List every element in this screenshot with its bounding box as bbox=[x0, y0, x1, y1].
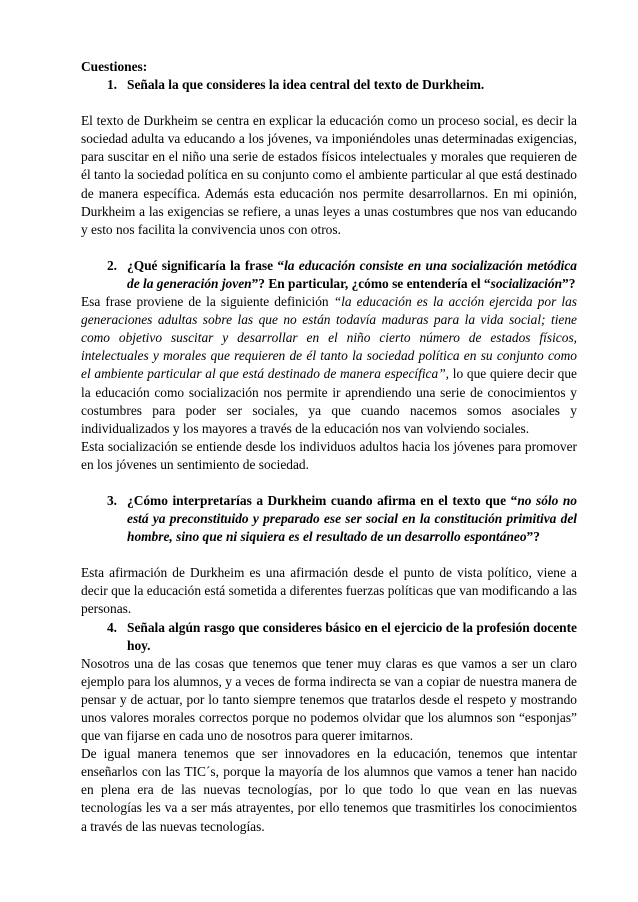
question-3 bbox=[81, 492, 577, 546]
section-heading: Cuestiones: bbox=[81, 59, 148, 74]
spacer bbox=[81, 94, 577, 112]
question-3-part2: ”? bbox=[526, 529, 540, 545]
spacer bbox=[81, 546, 577, 564]
answer-4-paragraph-2: De igual manera tenemos que ser innovadores en la educación, tenemos que intentar enseñarlos con las TIC´s, porque la mayoría de los alumnos que vamos a tener han nacido en plena era de las nuevas tecnologías, por lo que todo lo que vean en las nuevas tecnologías les va a ser más atrayentes, por ello tenemos que trasmitirles los conocimientos a través de las nuevas tecnologías. bbox=[81, 746, 577, 834]
question-4-text: Señala algún rasgo que consideres básico en el ejercicio de la profesión docente hoy. bbox=[127, 619, 577, 653]
answer-3: Esta afirmación de Durkheim es una afirmación desde el punto de vista político, viene a decir que la educación está sometida a diferentes fuerzas políticas que van modificando a las personas. bbox=[81, 565, 577, 617]
question-3-text bbox=[127, 492, 577, 546]
question-2-part2: ”? En particular, ¿cómo se entendería el “ bbox=[251, 275, 491, 291]
spacer bbox=[81, 239, 577, 257]
question-1-text: Señala la que consideres la idea central del texto de Durkheim. bbox=[127, 77, 485, 93]
question-1-number: 1. bbox=[106, 77, 117, 93]
question-3-part1: ¿Cómo interpretarías a Durkheim cuando afirma en el texto que “ bbox=[127, 492, 518, 508]
question-2-number: 2. bbox=[106, 257, 117, 273]
answer-1: El texto de Durkheim se centra en explicar la educación como un proceso social, es decir la sociedad adulta va educando a los jóvenes, va imponiéndoles unas determinadas exigencias, para suscitar en el niño una serie de estados físicos intelectuales y morales que requieren de él tanto la sociedad política en su conjunto como el ambiente particular al que está destinado de manera específica. Además esta educación nos permite desarrollarnos. En mi opinión, Durkheim a las exigencias se refiere, a unas leyes a unas costumbres que nos van educando y esto nos facilita la convivencia unos con otros. bbox=[81, 113, 577, 237]
question-4 bbox=[81, 619, 577, 655]
question-2 bbox=[81, 257, 577, 293]
answer-2-definition: “la educación es la acción ejercida por las generaciones adultas sobre las que no están todavía maduras para la vida social; tiene como objetivo suscitar y desarrollar en el niño cierto número de estados físicos, intelectuales y morales que requieren de él tanto la sociedad política en su conjunto como el ambiente particular al que está destinado de manera específica”, bbox=[81, 294, 577, 382]
spacer bbox=[81, 474, 577, 492]
answer-2-second: Esta socialización se entiende desde los individuos adultos hacia los jóvenes para promover en los jóvenes un sentimiento de sociedad. bbox=[81, 438, 577, 472]
answer-4-paragraph-1: Nosotros una de las cosas que tenemos que tener muy claras es que vamos a ser un claro ejemplo para los alumnos, y a veces de forma indirecta se van a copiar de nuestra manera de pensar y de actuar, por lo tanto siempre tenemos que tratarlos desde el respeto y mostrando unos valores morales correctos porque no podemos olvidar que los alumnos son “esponjas” que van fijarse en cada uno de nosotros para querer imitarnos. bbox=[81, 655, 577, 744]
question-2-text bbox=[127, 257, 577, 293]
question-2-part3: ”? bbox=[562, 275, 576, 291]
answer-2-intro: Esa frase proviene de la siguiente definición bbox=[81, 294, 334, 310]
question-2-part1: ¿Qué significaría la frase “ bbox=[127, 257, 285, 273]
question-1 bbox=[81, 76, 577, 94]
question-2-quote2: socialización bbox=[490, 275, 563, 291]
question-3-quote: no sólo no está ya preconstituido y preparado ese ser social en la constitución primitiva del hombre, sino que ni siquiera es el resultado de un desarrollo espontáneo bbox=[127, 492, 578, 545]
question-2-quote1: la educación consiste en una socialización metódica de la generación joven bbox=[127, 257, 577, 291]
answer-2 bbox=[81, 293, 577, 438]
question-4-number: 4. bbox=[106, 619, 117, 635]
answer-2-rest: lo que quiere decir que la educación como socialización nos permite ir aprendiendo una serie de conocimientos y costumbres para poder ser sociales, ya que cuando nacemos somos asociales y individualizados y los mayores a través de la educación nos van volviendo sociales. bbox=[81, 366, 577, 436]
question-3-number: 3. bbox=[106, 492, 117, 508]
